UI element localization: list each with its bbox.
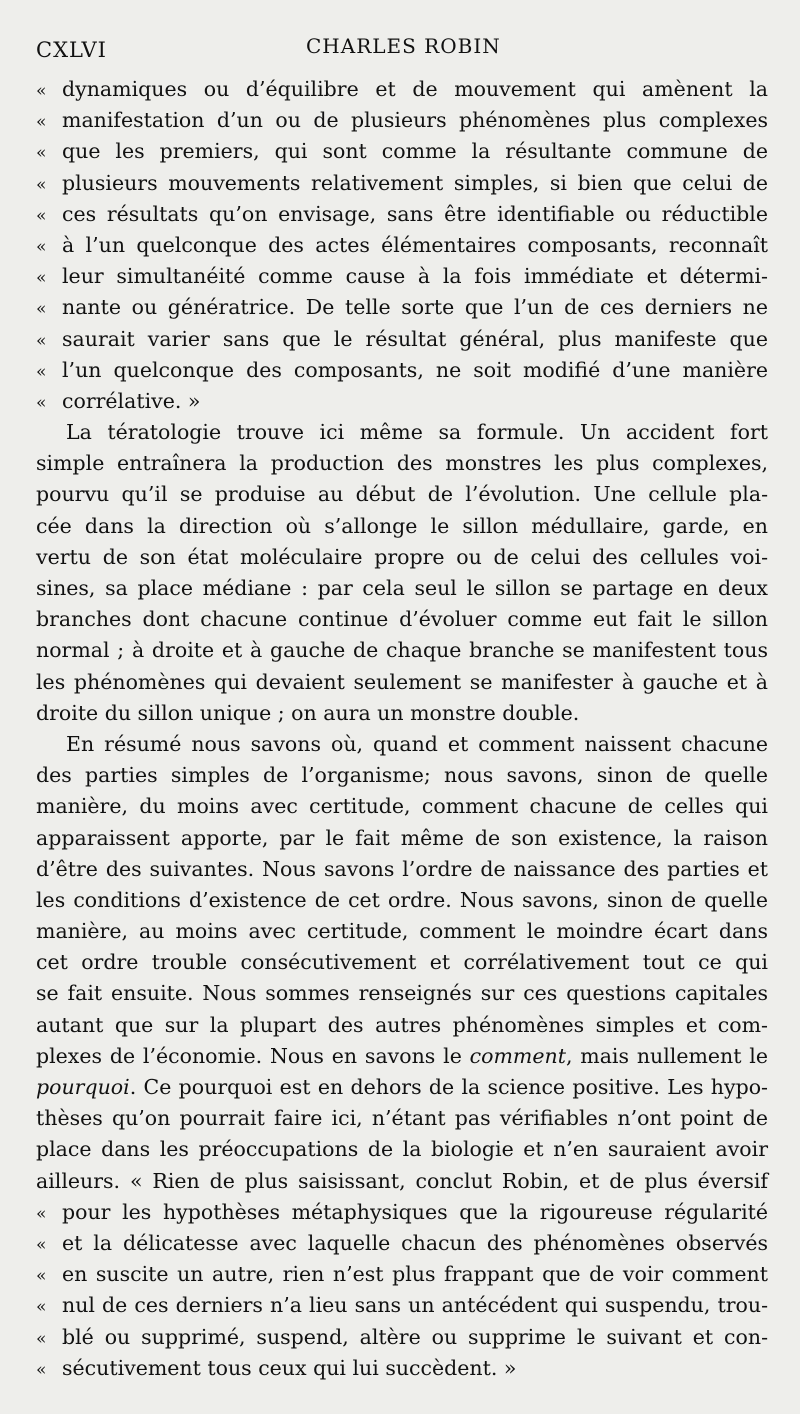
text-line [36,1103,768,1134]
book-page [36,30,768,1390]
text-line [36,823,768,854]
line-text: se fait ensuite. Nous sommes renseignés sur ces questions capitales [36,981,768,1006]
quote-mark: « [36,143,47,164]
line-text: à l’un quelconque des actes élémentaires composants, reconnaît [62,232,768,257]
line-text: vertu de son état moléculaire propre ou de celui des cellules voi- [36,544,768,569]
text-line [36,698,768,729]
line-text: cée dans la direction où s’allonge le sillon médullaire, garde, en [36,513,768,538]
text-line [36,573,768,604]
quote-mark: « [36,361,47,382]
quote-mark: « [36,112,47,133]
line-text: sécutivement tous ceux qui lui succèdent. » [62,1355,517,1380]
line-text: saurait varier sans que le résultat général, plus manifeste que [62,326,768,351]
text-line [36,760,768,791]
text-line [36,136,768,167]
line-text: pour les hypothèses métaphysiques que la rigoureuse régularité [62,1199,768,1224]
line-text: dynamiques ou d’équilibre et de mouvement qui amènent la [62,77,768,101]
text-line [36,292,768,323]
body-text [36,74,768,1384]
line-text: , mais nullement le [565,1043,769,1068]
text-line [36,791,768,822]
quote-mark: « [36,1359,47,1380]
text-line [36,1197,768,1228]
text-line [36,1353,768,1384]
text-line [36,1072,768,1103]
quote-mark: « [36,81,47,101]
line-text: ces résultats qu’on envisage, sans être identifiable ou réductible [62,201,768,226]
line-text: en suscite un autre, rien n’est plus frappant que de voir comment [62,1262,768,1287]
text-line [36,168,768,199]
quote-mark: « [36,392,47,413]
text-line [36,947,768,978]
text-line [36,1259,768,1290]
text-line [36,1228,768,1259]
text-line [36,74,768,105]
quote-mark: « [36,1234,47,1255]
text-line [36,511,768,542]
text-line [36,1134,768,1165]
line-text: d’être des suivantes. Nous savons l’ordre de naissance des parties et [36,856,768,881]
text-line [36,885,768,916]
text-line [36,667,768,698]
line-text: droite du sillon unique ; on aura un monstre double. [36,700,580,725]
line-text: apparaissent apporte, par le fait même de son existence, la raison [36,825,768,850]
text-line [36,729,768,760]
text-line [36,1322,768,1353]
text-line [36,199,768,230]
line-text: les phénomènes qui devaient seulement se manifester à gauche et à [36,669,768,694]
text-line [36,479,768,510]
line-text: ailleurs. « Rien de plus saisissant, conclut Robin, et de plus éversif [36,1168,768,1193]
page-number: CXLVI [36,38,107,62]
text-line [36,978,768,1009]
text-line [36,230,768,261]
line-text: nul de ces derniers n’a lieu sans un antécédent qui suspendu, trou- [62,1293,768,1318]
text-line [36,604,768,635]
line-text: branches dont chacune continue d’évoluer comme eut fait le sillon [36,607,768,632]
line-text: l’un quelconque des composants, ne soit modifié d’une manière [62,357,768,382]
text-line [36,324,768,355]
line-text: les conditions d’existence de cet ordre. Nous savons, sinon de quelle [36,887,768,912]
line-text: normal ; à droite et à gauche de chaque branche se manifestent tous [36,638,768,663]
line-text: corrélative. » [62,388,201,413]
line-text: pourvu qu’il se produise au début de l’évolution. Une cellule pla- [36,482,768,507]
text-line [36,448,768,479]
line-text: manière, du moins avec certitude, comment chacune de celles qui [36,794,768,819]
quote-mark: « [36,268,47,289]
text-line [36,355,768,386]
quote-mark: « [36,236,47,257]
text-line [36,386,768,417]
text-line [36,1166,768,1197]
text-line [36,542,768,573]
text-line [36,854,768,885]
line-text: que les premiers, qui sont comme la résultante commune de [62,139,768,164]
text-line [36,105,768,136]
text-line [36,1010,768,1041]
line-text: thèses qu’on pourrait faire ici, n’étant pas vérifiables n’ont point de [36,1106,768,1131]
line-text: simple entraînera la production des monstres les plus complexes, [36,451,768,476]
line-text: En résumé nous savons où, quand et comment naissent chacune [66,731,768,756]
quote-mark: « [36,299,47,320]
line-text: plusieurs mouvements relativement simples, si bien que celui de [62,170,768,195]
line-text: leur simultanéité comme cause à la fois immédiate et détermi- [62,264,768,289]
emphasis-word: comment [469,1043,566,1068]
text-line [36,417,768,448]
quote-mark: « [36,174,47,195]
line-text: La tératologie trouve ici même sa formule. Un accident fort [66,420,768,445]
line-text: blé ou supprimé, suspend, altère ou supprime le suivant et con- [62,1324,768,1349]
text-line [36,635,768,666]
page-header [36,30,768,74]
text-line [36,1041,768,1072]
line-text: sines, sa place médiane : par cela seul le sillon se partage en deux [36,576,768,600]
line-text: cet ordre trouble consécutivement et corrélativement tout ce qui [36,950,768,975]
line-text: place dans les préoccupations de la biologie et n’en sauraient avoir [36,1137,768,1162]
emphasis-word: pourquoi [36,1075,130,1099]
quote-mark: « [36,330,47,351]
line-text: des parties simples de l’organisme; nous savons, sinon de quelle [36,763,768,788]
quote-mark: « [36,1297,47,1318]
line-text: manière, au moins avec certitude, comment le moindre écart dans [36,919,768,944]
line-text: plexes de l’économie. Nous en savons le [36,1043,470,1068]
text-line [36,916,768,947]
line-text: et la délicatesse avec laquelle chacun des phénomènes observés [62,1230,768,1255]
quote-mark: « [36,1266,47,1287]
line-text: nante ou génératrice. De telle sorte que l’un de ces derniers ne [62,295,768,320]
running-title: CHARLES ROBIN [306,34,501,58]
text-line [36,261,768,292]
quote-mark: « [36,1203,47,1224]
line-text: autant que sur la plupart des autres phénomènes simples et com- [36,1012,768,1037]
line-text: manifestation d’un ou de plusieurs phénomènes plus complexes [62,108,768,133]
quote-mark: « [36,205,47,226]
line-text: . Ce pourquoi est en dehors de la science positive. Les hypo- [129,1075,768,1099]
quote-mark: « [36,1328,47,1349]
text-line [36,1290,768,1321]
